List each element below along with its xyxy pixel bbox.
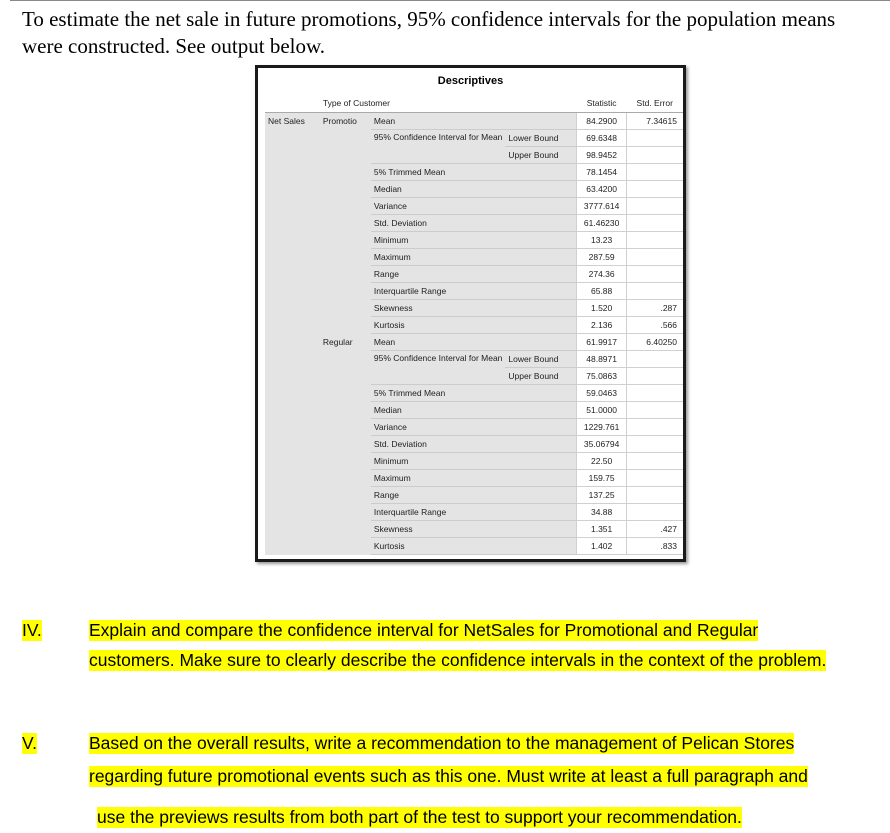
measure-label: Variance	[371, 198, 577, 215]
statistic-value: 1229.761	[577, 419, 627, 436]
statistic-value: 1.520	[577, 300, 627, 317]
std-error-value	[626, 368, 683, 385]
std-error-value	[626, 232, 683, 249]
question-text-line: Explain and compare the confidence interval for NetSales for Promotional and Regular	[89, 620, 759, 640]
statistic-value: 1.351	[577, 521, 627, 538]
std-error-value	[626, 470, 683, 487]
statistic-value: 22.50	[577, 453, 627, 470]
std-error-value	[626, 198, 683, 215]
measure-label: Maximum	[371, 470, 577, 487]
question-text-line: customers. Make sure to clearly describe the confidence intervals in the context of the problem.	[89, 650, 827, 670]
header-spacer	[265, 94, 320, 113]
statistic-value: 13.23	[577, 232, 627, 249]
statistic-value: 137.25	[577, 487, 627, 504]
header-type-of-customer: Type of Customer	[320, 94, 577, 113]
statistic-value: 1.402	[577, 538, 627, 555]
measure-label: Range	[371, 487, 577, 504]
statistic-value: 35.06794	[577, 436, 627, 453]
measure-label: 95% Confidence Interval for Mean	[371, 130, 506, 164]
statistic-value: 98.9452	[577, 147, 627, 164]
statistic-value: 287.59	[577, 249, 627, 266]
group-label: Regular	[320, 334, 371, 555]
table-header-row	[265, 94, 683, 113]
statistic-value: 63.4200	[577, 181, 627, 198]
top-divider-line	[10, 0, 890, 1]
statistic-value: 78.1454	[577, 164, 627, 181]
measure-label: Skewness	[371, 521, 577, 538]
intro-line-2: were constructed. See output below.	[22, 34, 326, 58]
std-error-value	[626, 453, 683, 470]
statistic-value: 65.88	[577, 283, 627, 300]
question-number: V.	[22, 733, 37, 753]
question-text-line: regarding future promotional events such as this one. Must write at least a full paragraph and	[89, 766, 808, 786]
std-error-value	[626, 436, 683, 453]
statistic-value: 75.0863	[577, 368, 627, 385]
std-error-value	[626, 487, 683, 504]
statistic-value: 51.0000	[577, 402, 627, 419]
measure-label: Kurtosis	[371, 538, 577, 555]
bound-label: Lower Bound	[505, 130, 576, 147]
measure-label: Std. Deviation	[371, 215, 577, 232]
std-error-value: 6.40250	[626, 334, 683, 351]
header-statistic: Statistic	[577, 94, 627, 113]
std-error-value	[626, 504, 683, 521]
group-label: Promotio	[320, 113, 371, 334]
measure-label: Range	[371, 266, 577, 283]
question-number: IV.	[22, 620, 42, 640]
measure-label: Interquartile Range	[371, 504, 577, 521]
measure-label: 95% Confidence Interval for Mean	[371, 351, 506, 385]
measure-label: Minimum	[371, 453, 577, 470]
table-row	[265, 334, 683, 351]
std-error-value	[626, 419, 683, 436]
measure-label: Mean	[371, 113, 577, 130]
statistic-value: 274.36	[577, 266, 627, 283]
std-error-value	[626, 181, 683, 198]
table-row	[265, 113, 683, 130]
std-error-value	[626, 215, 683, 232]
bound-label: Lower Bound	[505, 351, 576, 368]
measure-label: Mean	[371, 334, 577, 351]
intro-paragraph	[22, 6, 887, 60]
spss-output-image	[255, 65, 686, 562]
std-error-value	[626, 402, 683, 419]
statistic-value: 3777.614	[577, 198, 627, 215]
std-error-value	[626, 385, 683, 402]
statistic-value: 59.0463	[577, 385, 627, 402]
measure-label: Std. Deviation	[371, 436, 577, 453]
measure-label: Maximum	[371, 249, 577, 266]
measure-label: Variance	[371, 419, 577, 436]
std-error-value	[626, 351, 683, 368]
statistic-value: 84.2900	[577, 113, 627, 130]
std-error-value	[626, 283, 683, 300]
measure-label: Median	[371, 181, 577, 198]
std-error-value	[626, 130, 683, 147]
std-error-value	[626, 266, 683, 283]
measure-label: Kurtosis	[371, 317, 577, 334]
std-error-value: .833	[626, 538, 683, 555]
measure-label: Median	[371, 402, 577, 419]
statistic-value: 159.75	[577, 470, 627, 487]
bound-label: Upper Bound	[505, 368, 576, 385]
std-error-value: 7.34615	[626, 113, 683, 130]
question-text-line: use the previews results from both part of the test to support your recommendation.	[97, 807, 742, 827]
measure-label: Skewness	[371, 300, 577, 317]
std-error-value	[626, 164, 683, 181]
measure-label: Interquartile Range	[371, 283, 577, 300]
std-error-value: .427	[626, 521, 683, 538]
statistic-value: 61.9917	[577, 334, 627, 351]
descriptives-table	[265, 94, 683, 555]
variable-label: Net Sales	[265, 113, 320, 555]
statistic-value: 48.8971	[577, 351, 627, 368]
statistic-value: 34.88	[577, 504, 627, 521]
bound-label: Upper Bound	[505, 147, 576, 164]
std-error-value: .287	[626, 300, 683, 317]
measure-label: 5% Trimmed Mean	[371, 164, 577, 181]
measure-label: Minimum	[371, 232, 577, 249]
std-error-value: .566	[626, 317, 683, 334]
intro-line-1: To estimate the net sale in future promotions, 95% confidence intervals for the population means	[22, 7, 836, 31]
header-std-error: Std. Error	[626, 94, 683, 113]
std-error-value	[626, 147, 683, 164]
std-error-value	[626, 249, 683, 266]
measure-label: 5% Trimmed Mean	[371, 385, 577, 402]
table-title: Descriptives	[437, 75, 504, 87]
statistic-value: 69.6348	[577, 130, 627, 147]
question-text-line: Based on the overall results, write a recommendation to the management of Pelican Stores	[89, 733, 795, 753]
statistic-value: 2.136	[577, 317, 627, 334]
statistic-value: 61.46230	[577, 215, 627, 232]
